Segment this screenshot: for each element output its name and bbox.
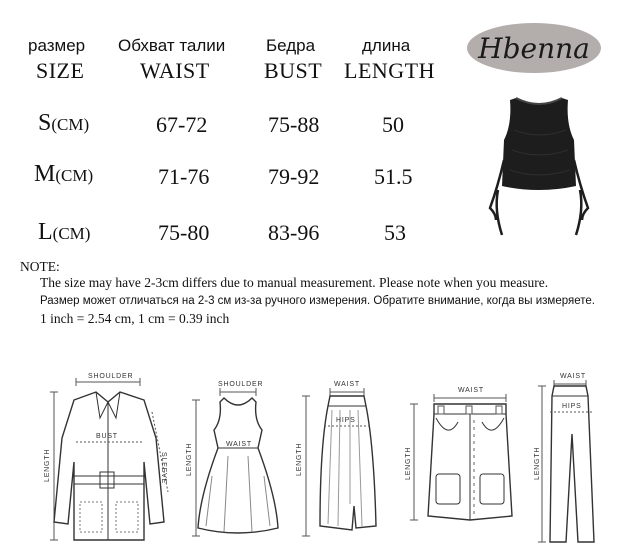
dress-shoulder-label: SHOULDER xyxy=(218,381,264,388)
logo-text: Hbenna xyxy=(478,32,590,65)
header-length-en: LENGTH xyxy=(344,58,435,83)
skirt-length-label: LENGTH xyxy=(296,442,303,476)
coat-shoulder-label: SHOULDER xyxy=(88,373,134,380)
coat-bust-label: BUST xyxy=(96,433,118,440)
row-s-length: 50 xyxy=(382,112,404,137)
skirt-waist-label: WAIST xyxy=(334,381,360,388)
row-s-waist: 67-72 xyxy=(156,112,208,137)
coat-sleeve-label: SLEEVE xyxy=(160,452,167,485)
dress-diagram xyxy=(182,376,282,546)
shorts-waist-label: WAIST xyxy=(458,387,484,394)
row-l-size: L(CM) xyxy=(38,219,91,245)
row-l-bust: 83-96 xyxy=(268,220,320,245)
row-l-waist: 75-80 xyxy=(158,220,210,245)
pants-hips-label: HIPS xyxy=(562,403,582,410)
row-m-bust: 79-92 xyxy=(268,164,320,189)
header-bust-ru: Бедра xyxy=(266,36,316,55)
product-crop-top-image xyxy=(484,90,594,250)
header-length-ru: длина xyxy=(362,36,411,55)
brand-logo xyxy=(464,20,604,76)
note-english: The size may have 2-3cm differs due to manual measurement. Please note when you measure. xyxy=(40,275,549,290)
note-label: NOTE: xyxy=(20,259,60,274)
coat-length-label: LENGTH xyxy=(44,448,51,482)
row-m-size: M(CM) xyxy=(34,161,94,187)
shorts-length-label: LENGTH xyxy=(405,446,412,480)
header-size-en: SIZE xyxy=(36,58,85,83)
dress-waist-label: WAIST xyxy=(226,441,252,448)
pants-diagram xyxy=(534,372,614,547)
header-waist-en: WAIST xyxy=(140,58,210,83)
header-waist-ru: Обхват талии xyxy=(118,36,226,55)
row-m-waist: 71-76 xyxy=(158,164,210,189)
coat-diagram xyxy=(40,372,190,547)
pants-waist-label: WAIST xyxy=(560,373,586,380)
row-l-length: 53 xyxy=(384,220,406,245)
note-conversion: 1 inch = 2.54 cm, 1 cm = 0.39 inch xyxy=(40,311,230,326)
skirt-diagram xyxy=(292,376,382,546)
dress-length-label: LENGTH xyxy=(186,442,193,476)
note-russian: Размер может отличаться на 2-3 см из-за ручного измерения. Обратите внимание, когда вы измеряете. xyxy=(40,295,595,307)
pants-length-label: LENGTH xyxy=(534,446,541,480)
skirt-hips-label: HIPS xyxy=(336,417,356,424)
row-s-bust: 75-88 xyxy=(268,112,320,137)
row-m-length: 51.5 xyxy=(374,164,413,189)
header-size-ru: размер xyxy=(28,36,86,55)
shorts-diagram xyxy=(402,380,522,540)
row-s-size: S(CM) xyxy=(38,110,90,136)
header-bust-en: BUST xyxy=(264,58,323,83)
